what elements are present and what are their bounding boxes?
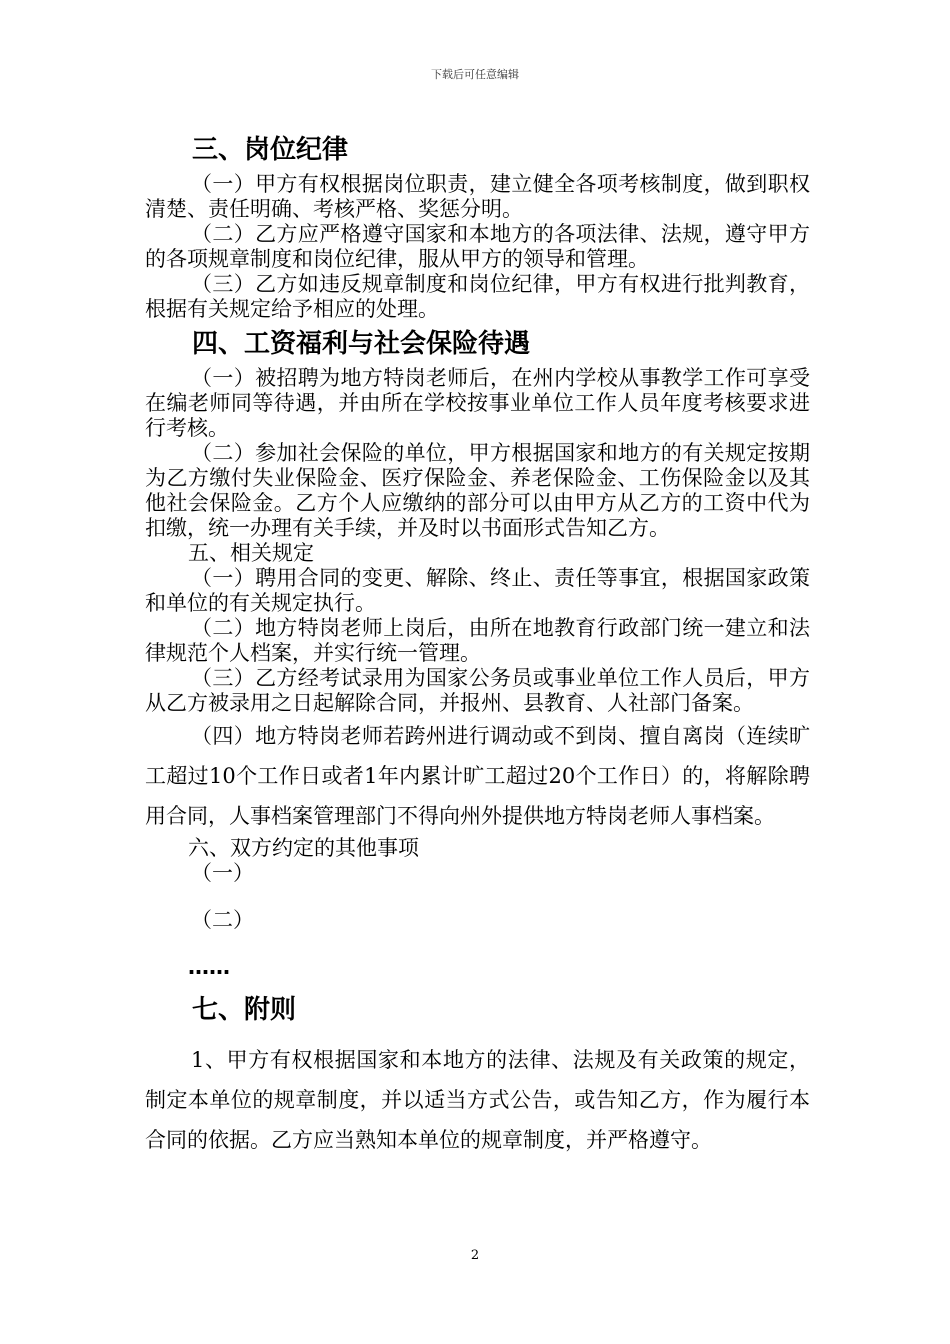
page-number: 2 [470,1248,480,1263]
section-4-item-1: （一）被招聘为地方特岗老师后，在州内学校从事教学工作可享受在编老师同等待遇，并由所在学校按事业单位工作人员年度考核要求进行考核。 [145,366,810,440]
document-body [145,128,810,1160]
section-4-item-2: （二）参加社会保险的单位，甲方根据国家和地方的有关规定按期为乙方缴付失业保险金、医疗保险金、养老保险金、工伤保险金以及其他社会保险金。乙方个人应缴纳的部分可以由甲方从乙方的工资中代为扣缴，统一办理有关手续，并及时以书面形式告知乙方。 [145,441,810,540]
blank-space [145,886,810,908]
section-3-heading: 三、岗位纪律 [192,135,349,165]
section-5-heading: 五、相关规定 [188,541,314,565]
section-6-ellipsis: …… [188,955,230,979]
section-3-item-1: （一）甲方有权根据岗位职责，建立健全各项考核制度，做到职权清楚、责任明确、考核严格、奖惩分明。 [145,172,810,221]
section-6-heading: 六、双方约定的其他事项 [188,836,419,860]
section-5-item-1: （一）聘用合同的变更、解除、终止、责任等事宜，根据国家政策和单位的有关规定执行。 [145,566,810,615]
blank-space [145,1032,810,1040]
section-5-item-4: （四）地方特岗老师若跨州进行调动或不到岗、擅自离岗（连续旷工超过10个工作日或者1年内累计旷工超过20个工作日）的，将解除聘用合同，人事档案管理部门不得向州外提供地方特岗老师人事档案。 [145,724,810,828]
blank-space [145,980,810,988]
section-6-item-1: （一） [191,861,254,885]
header-note: 下载后可任意编辑 [431,68,519,81]
blank-space [145,933,810,955]
section-7-heading: 七、附则 [192,995,297,1025]
section-5-item-2: （二）地方特岗老师上岗后，由所在地教育行政部门统一建立和法律规范个人档案，并实行统一管理。 [145,616,810,665]
section-4-heading: 四、工资福利与社会保险待遇 [192,329,531,359]
section-5-item-3: （三）乙方经考试录用为国家公务员或事业单位工作人员后，甲方从乙方被录用之日起解除合同，并报州、县教育、人社部门备案。 [145,666,810,715]
section-3-item-3: （三）乙方如违反规章制度和岗位纪律，甲方有权进行批判教育，根据有关规定给予相应的处理。 [145,272,810,321]
section-3-item-2: （二）乙方应严格遵守国家和本地方的各项法律、法规，遵守甲方的各项规章制度和岗位纪律，服从甲方的领导和管理。 [145,222,810,271]
section-6-item-2: （二） [191,908,254,932]
section-7-item-1: 1、甲方有权根据国家和本地方的法律、法规及有关政策的规定，制定本单位的规章制度，并以适当方式公告，或告知乙方，作为履行本合同的依据。乙方应当熟知本单位的规章制度，并严格遵守。 [145,1048,810,1152]
